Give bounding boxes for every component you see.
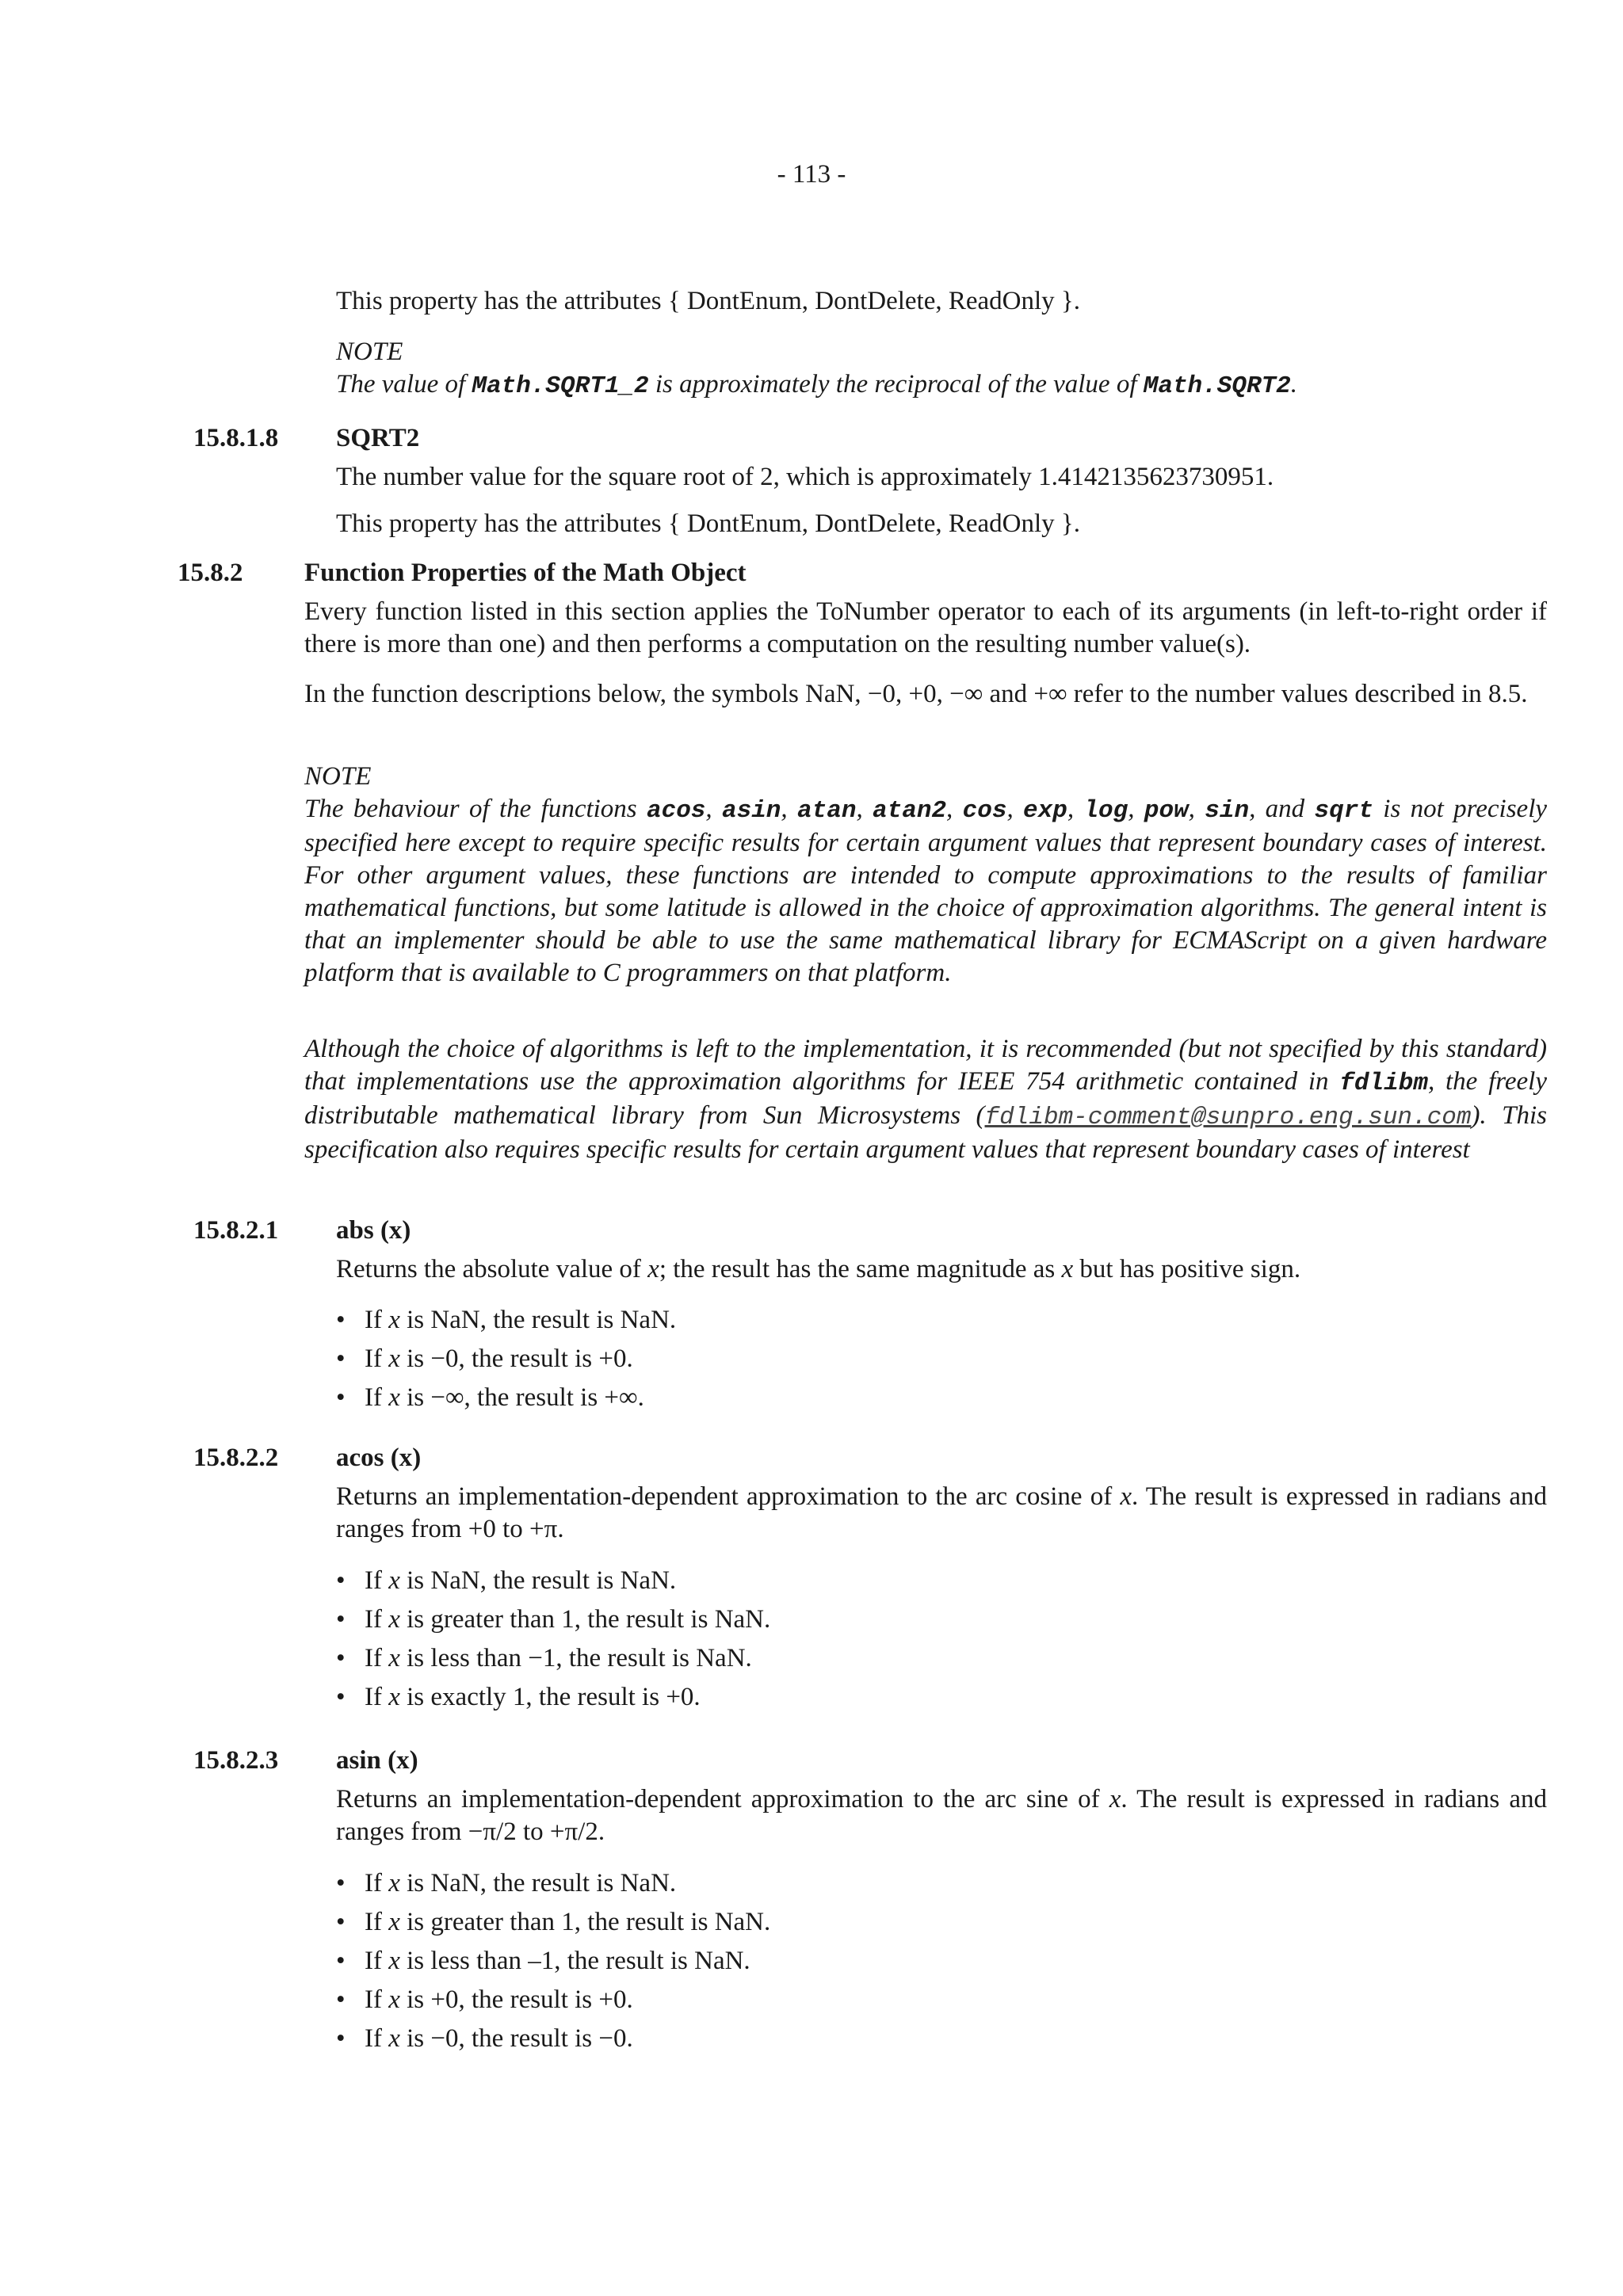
code-math-sqrt2: Math.SQRT2 <box>1143 372 1291 400</box>
variable-x: x <box>388 1683 400 1711</box>
text: . The result is expressed in radians and ranges from +0 to +π. <box>336 1482 1547 1543</box>
text: ; the result has the same magnitude as <box>659 1255 1062 1283</box>
text: If <box>365 1566 389 1595</box>
note-label: NOTE <box>304 762 372 791</box>
section-title-acos: acos (x) <box>336 1444 422 1472</box>
code-function-name: pow <box>1144 797 1189 825</box>
list-item <box>336 1304 676 1337</box>
code-function-name: exp <box>1023 797 1067 825</box>
text: . The result is expressed in radians and ranges from −π/2 to +π/2. <box>336 1785 1547 1846</box>
note-label: NOTE <box>336 338 403 366</box>
note-text: is approximately the reciprocal of the value of <box>648 370 1144 399</box>
text: If <box>365 1683 389 1711</box>
text: is −∞, the result is +∞. <box>399 1383 644 1412</box>
function-properties-intro: Every function listed in this section applies the ToNumber operator to each of its arguments (in left-to-right order if there is more than one) and then performs a computation on the resulting number value(s). <box>304 597 1547 658</box>
code-function-name: sin <box>1205 797 1250 825</box>
variable-x: x <box>388 1985 400 2014</box>
variable-x: x <box>647 1255 659 1283</box>
variable-x: x <box>388 1344 400 1373</box>
text: is +0, the result is +0. <box>399 1985 633 2014</box>
email-link[interactable]: fdlibm-comment@sunpro.eng.sun.com <box>984 1104 1472 1131</box>
note-text: . <box>1290 370 1298 399</box>
separator: , <box>705 795 722 823</box>
text: If <box>365 1947 389 1975</box>
text: is NaN, the result is NaN. <box>399 1869 677 1897</box>
code-function-name: atan <box>797 797 857 825</box>
bullet-icon: • <box>336 1644 346 1672</box>
text: If <box>365 1869 389 1897</box>
bullet-icon: • <box>336 1306 346 1334</box>
function-symbols-paragraph: In the function descriptions below, the symbols NaN, −0, +0, −∞ and +∞ refer to the number values described in 8.5. <box>304 680 1528 708</box>
note-text: , the freely distributable mathematical library from Sun Microsystems ( <box>304 1067 1547 1130</box>
text: If <box>365 1306 389 1334</box>
text: If <box>365 2024 389 2053</box>
sqrt2-attributes: This property has the attributes { DontEnum, DontDelete, ReadOnly }. <box>336 509 1080 538</box>
bullet-icon: • <box>336 1683 346 1711</box>
text: is greater than 1, the result is NaN. <box>399 1908 771 1936</box>
text: is NaN, the result is NaN. <box>399 1306 677 1334</box>
text: is −0, the result is +0. <box>399 1344 633 1373</box>
bullet-icon: • <box>336 1908 346 1936</box>
text: but has positive sign. <box>1073 1255 1301 1283</box>
bullet-icon: • <box>336 1344 346 1373</box>
variable-x: x <box>388 1644 400 1672</box>
list-item <box>336 1681 701 1714</box>
list-item <box>336 1642 752 1675</box>
note-sqrt1-2 <box>336 368 1297 402</box>
code-function-name: acos <box>646 797 706 825</box>
variable-x: x <box>388 1908 400 1936</box>
bullet-icon: • <box>336 1566 346 1595</box>
variable-x: x <box>388 1947 400 1975</box>
note-text: Although the choice of algorithms is left to the implementation, it is recommended (but not specified by this standard) that implementations use the approximation algorithms for IEEE 754 arithmetic contained in <box>304 1035 1547 1096</box>
note-text: The behaviour of the functions <box>304 795 647 823</box>
variable-x: x <box>388 2024 400 2053</box>
bullet-icon: • <box>336 1947 346 1975</box>
text: Returns the absolute value of <box>336 1255 648 1283</box>
bullet-icon: • <box>336 1869 346 1897</box>
code-function-name: asin <box>722 797 781 825</box>
code-math-sqrt1-2: Math.SQRT1_2 <box>472 372 649 400</box>
sqrt1-2-attributes: This property has the attributes { DontEnum, DontDelete, ReadOnly }. <box>336 287 1080 315</box>
section-title-abs: abs (x) <box>336 1216 411 1245</box>
list-item <box>336 1565 676 1597</box>
abs-description <box>336 1253 1300 1286</box>
separator: , <box>1128 795 1144 823</box>
bullet-icon: • <box>336 1985 346 2014</box>
section-number: 15.8.2.1 <box>193 1216 279 1245</box>
code-fdlibm: fdlibm <box>1339 1070 1428 1097</box>
text: is −0, the result is −0. <box>399 2024 633 2053</box>
text: If <box>365 1344 389 1373</box>
asin-description <box>336 1783 1547 1848</box>
separator: , <box>1188 795 1205 823</box>
section-title-function-properties: Function Properties of the Math Object <box>304 559 747 587</box>
section-number: 15.8.2.2 <box>193 1444 279 1472</box>
bullet-icon: • <box>336 1383 346 1412</box>
acos-description <box>336 1481 1547 1546</box>
separator: , <box>1067 795 1084 823</box>
note-text: is not precisely specified here except to require specific results for certain argument values that represent boundary cases of interest. For other argument values, these functions are intended to compute approximations to the results of familiar mathematical functions, but some latitude is allowed in the choice of approximation algorithms. The general intent is that an implementer should be able to use the same mathematical library for ECMAScript on a given hardware platform that is available to C programmers on that platform. <box>304 795 1548 987</box>
sqrt2-description: The number value for the square root of 2, which is approximately 1.4142135623730951. <box>336 463 1274 491</box>
section-title-asin: asin (x) <box>336 1746 418 1775</box>
text: is less than –1, the result is NaN. <box>399 1947 750 1975</box>
list-item <box>336 1604 770 1636</box>
list-item <box>336 1343 633 1375</box>
page-number: - 113 - <box>777 160 846 189</box>
text: is exactly 1, the result is +0. <box>399 1683 701 1711</box>
variable-x: x <box>1120 1482 1132 1511</box>
separator: , <box>856 795 873 823</box>
code-function-name: log <box>1083 797 1128 825</box>
section-number: 15.8.2 <box>178 559 243 587</box>
list-item <box>336 1906 770 1939</box>
text: If <box>365 1605 389 1634</box>
list-item <box>336 2023 633 2055</box>
variable-x: x <box>388 1605 400 1634</box>
separator: , <box>1006 795 1024 823</box>
variable-x: x <box>388 1383 400 1412</box>
variable-x: x <box>1061 1255 1074 1283</box>
separator: , <box>946 795 963 823</box>
code-function-name: sqrt <box>1314 797 1373 825</box>
text: is NaN, the result is NaN. <box>399 1566 677 1595</box>
note-text: ). This specification also requires specific results for certain argument values that represent boundary cases of interest <box>304 1101 1547 1164</box>
section-number: 15.8.1.8 <box>193 424 279 452</box>
note-fdlibm <box>304 1033 1547 1166</box>
text: is less than −1, the result is NaN. <box>399 1644 752 1672</box>
variable-x: x <box>388 1566 400 1595</box>
list-item <box>336 1984 633 2016</box>
note-text: The value of <box>336 370 472 399</box>
text: If <box>365 1383 389 1412</box>
note-function-behaviour <box>304 793 1547 990</box>
separator: , and <box>1249 795 1315 823</box>
text: Returns an implementation-dependent approximation to the arc sine of <box>336 1785 1109 1814</box>
separator: , <box>781 795 798 823</box>
variable-x: x <box>388 1306 400 1334</box>
variable-x: x <box>1109 1785 1121 1814</box>
section-number: 15.8.2.3 <box>193 1746 279 1775</box>
section-title-sqrt2: SQRT2 <box>336 424 420 452</box>
text: If <box>365 1985 389 2014</box>
bullet-icon: • <box>336 2024 346 2053</box>
variable-x: x <box>388 1869 400 1897</box>
text: If <box>365 1644 389 1672</box>
text: is greater than 1, the result is NaN. <box>399 1605 771 1634</box>
list-item <box>336 1945 750 1978</box>
code-function-name: atan2 <box>873 797 947 825</box>
list-item <box>336 1382 644 1414</box>
code-function-name: cos <box>962 797 1007 825</box>
bullet-icon: • <box>336 1605 346 1634</box>
text: If <box>365 1908 389 1936</box>
text: Returns an implementation-dependent approximation to the arc cosine of <box>336 1482 1121 1511</box>
list-item <box>336 1867 676 1900</box>
